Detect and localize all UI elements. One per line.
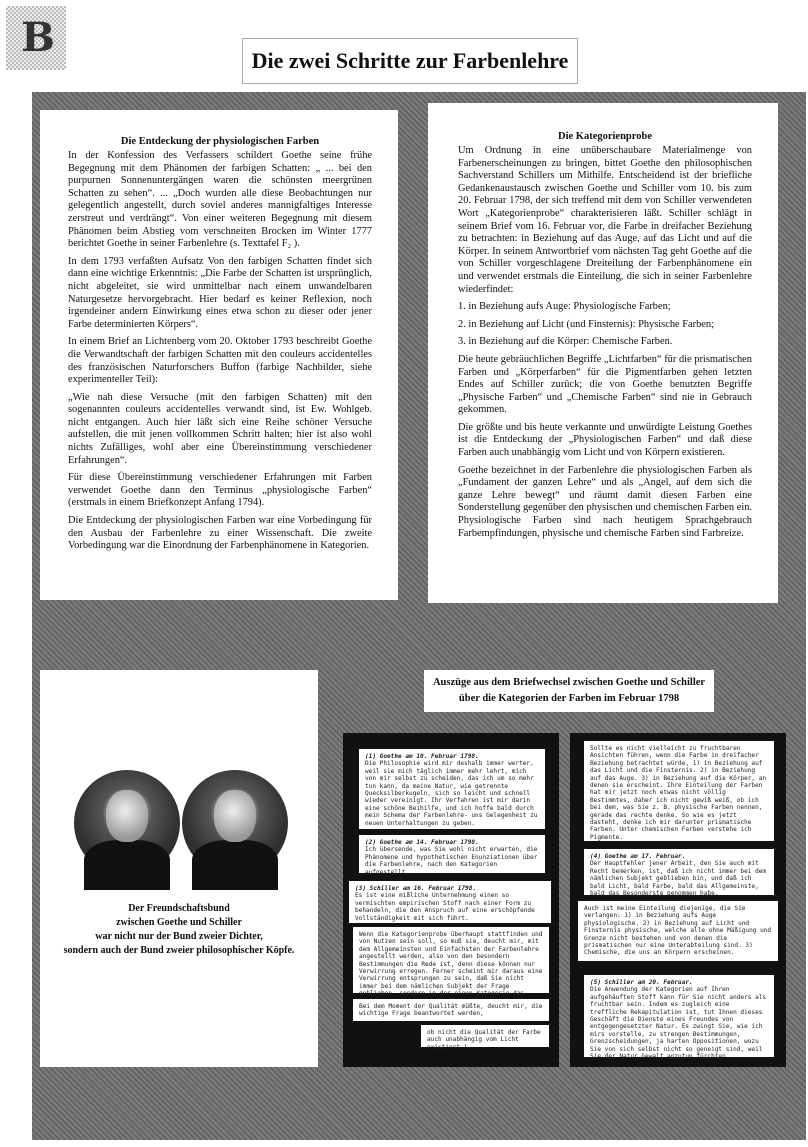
letter-head: (3) Schiller am 16. Februar 1798. bbox=[355, 885, 477, 892]
letter-head: (4) Goethe am 17. Februar. bbox=[590, 853, 686, 860]
letter-snippet bbox=[349, 881, 551, 923]
left-paragraph: „Wie nah diese Versuche (mit den farbigen Schatten) mit den sogenannten couleurs accidentelles verwandt sind, ist Ew. Wohlgeb. nicht entgangen. Auch hier läßt sich eine Reihe schöner Versuche aufstellen, die mit jenen vollkommen Schritt halten; hier ist also wohl nichts Zufälliges, wohl aber eine Übereinstimmung verschiedener Erfahrungen“. bbox=[68, 391, 372, 466]
page-title: Die zwei Schritte zur Farbenlehre bbox=[251, 48, 569, 73]
letter-snippet bbox=[584, 849, 774, 898]
left-paragraph: In dem 1793 verfaßten Aufsatz Von den farbigen Schatten findet sich dann eine wichtige Erkenntnis: „Die Farbe der Schatten ist ursprünglich, nicht abgeleitet, sie wird unmittelbar nach einem unwandelbaren Naturgesetze hervorgebracht. Hier bedarf es keiner Reflexion, noch irgendeiner andern Einwirkung eines etwa schon zu dieser oder jener Farbe determinierten Körpers“. bbox=[68, 255, 372, 330]
portrait-panel bbox=[40, 670, 318, 1067]
schiller-portrait bbox=[182, 770, 288, 876]
right-list-item: 2. in Beziehung auf Licht (und Finsternis): Physische Farben; bbox=[458, 318, 714, 330]
portrait-caption bbox=[40, 902, 318, 958]
letter-snippet bbox=[353, 999, 549, 1021]
letter-text: Bei dem Moment der Qualität müßte, deucht mir, die wichtige Frage beantwortet werden, bbox=[359, 1003, 543, 1018]
caption-line: war nicht nur der Bund zweier Dichter, bbox=[95, 931, 263, 942]
excerpt-title: Auszüge aus dem Briefwechsel zwischen Goethe und Schiller über die Kategorien der Farben im Februar 1798 bbox=[424, 670, 714, 712]
goethe-portrait bbox=[74, 770, 180, 876]
portrait-face bbox=[214, 790, 256, 842]
letter-text: Die Philosophie wird mir deshalb immer werter, weil sie mich täglich immer mehr lehrt, mich von mir selbst zu scheiden, das ich um so mehr tun kann, da meine Natur, wie getrennte Quecksilberkugeln, sich so leicht und schnell wieder vereinigt. Ihr Verfahren ist mir darin eine schöne Beihilfe, und ich hoffe bald durch mein Schema der Farbenlehre- uns Gelegenheit zu neuen Unterhaltungen zu geben. bbox=[365, 760, 538, 827]
caption-line: sondern auch der Bund zweier philosophischer Köpfe. bbox=[63, 945, 295, 956]
right-list-item: 3. in Beziehung auf die Körper: Chemische Farben. bbox=[458, 336, 673, 348]
right-paragraph: Um Ordnung in eine unüberschaubare Materialmenge von Farbenerscheinungen zu bringen, bittet Goethe den philosophischen Sachverstand Schillers um Mithilfe. Entscheidend ist der briefliche Gedankenaustausch zwischen Goethe und Schiller vom 10. bis zum 20. Februar 1798, der sich treffend mit dem von Schiller verwendeten Wort „Kategorienprobe“ charakterisieren läßt. Schiller schlägt in seinem Brief vom 16. Februar vor, die Farbe in dreifacher Beziehung zu betrachten: in Beziehung auf das Auge, auf das Licht und auf die Körper. In seinem Antwortbrief vom nächsten Tag geht Goethe auf die von Schiller vorgeschlagene Dreiteilung der Farbenphänomene ein und verwendet erstmals die Einteilung, die sich in seiner Farbenlehre wiederfindet: bbox=[458, 145, 752, 295]
left-paragraph: Die Entdeckung der physiologischen Farben war eine Vorbedingung für den Ausbau der Farbenlehre zu einer Wissenschaft. Die zweite Vorbedingung war die Einordnung der Farbenphänomene in Kategorien. bbox=[68, 515, 372, 552]
letter-snippet bbox=[421, 1025, 549, 1051]
caption-line: zwischen Goethe und Schiller bbox=[116, 917, 242, 928]
letter-snippet bbox=[359, 749, 545, 829]
letter-text: ob nicht die Qualität der Farbe auch unabhängig vom Licht existiert.) bbox=[427, 1029, 541, 1051]
letter-text: Es ist eine mißliche Unternehmung einen so vermischten empirischen Stoff nach einer Form zu behandeln, die den Anspruch auf eine erschöpfende Vollständigkeit mit sich führt. bbox=[355, 892, 535, 922]
letters-left-box bbox=[343, 733, 559, 1067]
left-article bbox=[40, 110, 398, 600]
right-paragraph: Die größte und bis heute verkannte und unwürdigte Leistung Goethes ist die Entdeckung der „Physiologischen Farben“ und daß diese Farben auch unabhängig vom Licht und von Körpern existieren. bbox=[458, 421, 752, 459]
letter-text: Sollte es nicht vielleicht zu fruchtbaren Ansichten führen, wenn die Farbe in dreifacher Beziehung betrachtet würde, 1) in Beziehung auf das Licht und die Finsternis. 2) in Beziehung auf das Auge. 3) in Beziehung auf die Körper, an denen sie erscheint. Ihre Einteilung der Farben hat mir jetzt noch etwas nicht völlig Bestimmtes, daher ich nicht gewiß weiß, ob ich bei dem, was Sie z. B. physische Farben nennen, gerade das rechte denke. So wie es jetzt dasteht, denke ich mir darunter prismatische Farben. Unter chemischen Farben verstehe ich Pigmente. bbox=[590, 745, 767, 841]
portrait-face bbox=[106, 790, 148, 842]
left-paragraph: In einem Brief an Lichtenberg vom 20. Oktober 1793 beschreibt Goethe die Verwandtschaft der farbigen Schatten mit den couleurs accidentelles des französischen Naturforschers Buffon (farbige Nachbilder, siehe experimenteller Teil): bbox=[68, 336, 372, 386]
right-paragraph: Goethe bezeichnet in der Farbenlehre die physiologischen Farben als „Fundament der ganzen Lehre“ und als „Angel, auf dem sich die ganze Lehre bewegt“ und räumt damit diesen Farben eine Sonderstellung gegenüber den physischen und chemischen Farben ein. Physiologische Farben sind nach heutigem Sprachgebrauch Farbempfindungen, physische und chemische Farben sind Farbreize. bbox=[458, 464, 752, 539]
portrait-coat bbox=[192, 840, 278, 890]
letter-snippet bbox=[578, 901, 778, 961]
right-article bbox=[428, 103, 778, 603]
title-box bbox=[242, 38, 578, 84]
right-paragraph: Die heute gebräuchlichen Begriffe „Lichtfarben“ für die prismatischen Farben und „Körperfarben“ für die Pigmentfarben gehen letzten Endes auf Schiller zurück; die von Goethe benutzten Begriffe „Physische Farben“ und „Chemische Farben“ sind nie in Gebrauch gekommen. bbox=[458, 353, 752, 416]
letter-snippet bbox=[359, 835, 545, 876]
logo-letter: B bbox=[21, 14, 51, 61]
letter-text: Auch ist meine Einteilung diejenige, die Sie verlangen: 1) in Beziehung aufs Auge physiologische. 2) in Beziehung auf Licht und Finsternis physische, welche alle ohne Mäßigung und Grenze nicht bestehen und von denen die prismatischen nur eine Unterabteilung sind. 3) Chemische, die uns an Körpern erscheinen. bbox=[584, 905, 772, 957]
logo-icon bbox=[6, 6, 66, 70]
letter-text: Der Hauptfehler jener Arbeit, den Sie auch mit Recht bemerken, ist, daß ich nicht immer bei dem nämlichen Subjekt geblieben bin, und daß ich bald Licht, bald Farbe, bald das Allgemeinste, bald das Besonderste genommen habe. bbox=[590, 860, 767, 898]
letter-head: (2) Goethe am 14. Februar 1798. bbox=[365, 839, 479, 846]
letter-head: (5) Schiller am 20. Februar. bbox=[590, 979, 693, 986]
left-paragraph: Für diese Übereinstimmung verschiedener Erfahrungen mit Farben verwendet Goethe dann den Terminus „physiologische Farben“ (erstmals in einem Briefkonzept Anfang 1794). bbox=[68, 472, 372, 509]
letter-text: Die Anwendung der Kategorien auf Ihren aufgehäuften Stoff kann für Sie nicht anders als fruchtbar sein. Indem es zugleich eine treffliche Rekapitulation ist, tut Ihnen dieses Geschäft die Dienste eines Freundes von entgegengesetzter Natur. Es zwingt Sie, wie ich mirs vorstelle, zu strengen Bestimmungen, Grenzscheidungen, ja harten Oppositionen, wozu Sie von sich selbst nicht so geneigt sind, weil Sie der Natur Gewalt anzutun fürchten. bbox=[590, 986, 767, 1061]
letter-text: Wenn die Kategorienprobe überhaupt stattfinden und von Nutzen sein soll, so muß sie, deucht mir, mit dem Allgemeinsten und Einfachsten der Farbenlehre angestellt werden, also von den besondern Bestimmungen die Rede ist, denn diese können nur Verwirrung erregen. Ferner scheint mir daraus eine Verwirrung entsprungen zu sein, daß Sie nicht immer bei dem nämlichen Subjekt der Frage geblieben, sondern in der einen Kategorie das bbox=[359, 931, 543, 998]
letter-snippet bbox=[584, 975, 774, 1061]
letter-head: (1) Goethe am 10. Februar 1798. bbox=[365, 753, 479, 760]
letter-snippet bbox=[353, 927, 549, 998]
right-article-heading: Die Kategorienprobe bbox=[558, 131, 652, 142]
letters-right-box bbox=[570, 733, 786, 1067]
letter-snippet bbox=[584, 741, 774, 841]
right-list-item: 1. in Beziehung aufs Auge: Physiologische Farben; bbox=[458, 301, 671, 313]
letter-text: Ich übersende, was Sie wohl nicht erwarten, die Phänomene und hypothetischen Enunziationen über die Farbenlehre, nach den Kategorien aufgestellt. bbox=[365, 846, 538, 876]
left-paragraph: In der Konfession des Verfassers schildert Goethe seine frühe Begegnung mit dem Phänomen der farbigen Schatten: „ ... bei den purpurnen Sonnenuntergängen waren die schönsten meergrünen Schatten zu sehen“. ... „Doch wurden alle diese Beobachtungen nur gelegentlich angestellt, durch soviel anderes mannigfaltiges Interesse zerstreut und verdrängt“. Von einer weiteren Begegnung mit diesem Phänomen beim Abstieg vom verschneiten Brocken im Winter 1777 berichtet Goethe in seiner Farbenlehre (s. Texttafel F₂ ). bbox=[68, 150, 372, 250]
left-article-heading: Die Entdeckung der physiologischen Farben bbox=[120, 136, 320, 147]
portrait-coat bbox=[84, 840, 170, 890]
caption-line: Der Freundschaftsbund bbox=[128, 903, 230, 914]
